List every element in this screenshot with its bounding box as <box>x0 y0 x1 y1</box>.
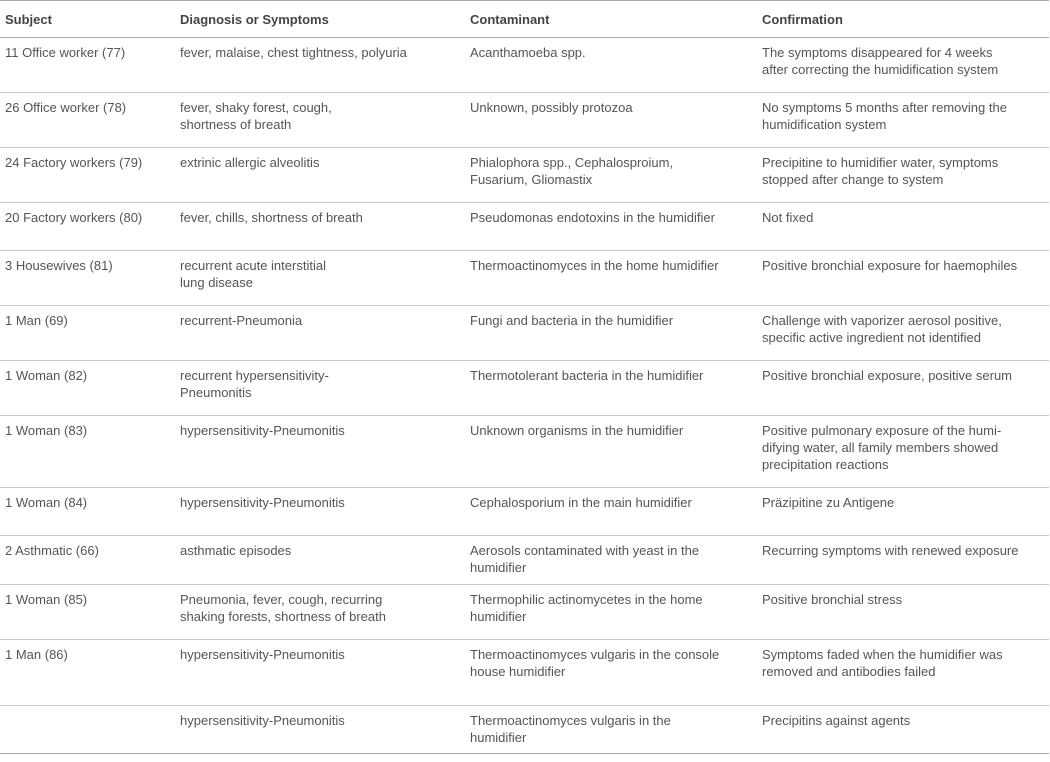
cell-diagnosis: fever, shaky forest, cough, shortness of breath <box>175 93 465 148</box>
cell-contaminant: Fungi and bacteria in the humidifier <box>465 306 757 361</box>
header-subject: Subject <box>0 1 175 38</box>
cell-subject: 20 Factory workers (80) <box>0 203 175 251</box>
cell-confirmation: The symptoms disappeared for 4 weeks after correcting the humidification system <box>757 38 1049 93</box>
cell-subject <box>0 706 175 754</box>
cell-confirmation: Symptoms faded when the humidifier was removed and antibodies failed <box>757 640 1049 706</box>
cell-contaminant: Thermotolerant bacteria in the humidifier <box>465 361 757 416</box>
cell-subject: 11 Office worker (77) <box>0 38 175 93</box>
table-row <box>0 706 1049 754</box>
cell-contaminant: Unknown, possibly protozoa <box>465 93 757 148</box>
cell-contaminant: Thermoactinomyces vulgaris in the console house humidifier <box>465 640 757 706</box>
cell-contaminant: Acanthamoeba spp. <box>465 38 757 93</box>
table-row <box>0 148 1049 203</box>
cell-diagnosis: hypersensitivity-Pneumonitis <box>175 416 465 488</box>
cell-contaminant: Thermoactinomyces in the home humidifier <box>465 251 757 306</box>
table-row <box>0 93 1049 148</box>
table-header <box>0 1 1049 38</box>
table-row <box>0 251 1049 306</box>
cell-diagnosis: hypersensitivity-Pneumonitis <box>175 706 465 754</box>
header-diagnosis: Diagnosis or Symptoms <box>175 1 465 38</box>
table-row <box>0 38 1049 93</box>
cell-confirmation: Precipitine to humidifier water, symptoms stopped after change to system <box>757 148 1049 203</box>
header-row <box>0 1 1049 38</box>
cell-diagnosis: recurrent acute interstitial lung disease <box>175 251 465 306</box>
cell-diagnosis: fever, chills, shortness of breath <box>175 203 465 251</box>
table-row <box>0 361 1049 416</box>
cell-diagnosis: extrinic allergic alveolitis <box>175 148 465 203</box>
cell-subject: 1 Man (86) <box>0 640 175 706</box>
cell-contaminant: Pseudomonas endotoxins in the humidifier <box>465 203 757 251</box>
cell-confirmation: Not fixed <box>757 203 1049 251</box>
cell-confirmation: Challenge with vaporizer aerosol positive, specific active ingredient not identified <box>757 306 1049 361</box>
cell-contaminant: Thermophilic actinomycetes in the home humidifier <box>465 585 757 640</box>
cell-diagnosis: hypersensitivity-Pneumonitis <box>175 640 465 706</box>
table-row <box>0 488 1049 536</box>
cell-subject: 1 Man (69) <box>0 306 175 361</box>
cell-confirmation: Recurring symptoms with renewed exposure <box>757 536 1049 585</box>
cell-diagnosis: Pneumonia, fever, cough, recurring shaking forests, shortness of breath <box>175 585 465 640</box>
table-body <box>0 38 1049 754</box>
cell-contaminant: Thermoactinomyces vulgaris in the humidifier <box>465 706 757 754</box>
cell-contaminant: Phialophora spp., Cephalosproium, Fusarium, Gliomastix <box>465 148 757 203</box>
cell-contaminant: Cephalosporium in the main humidifier <box>465 488 757 536</box>
cell-confirmation: Positive bronchial stress <box>757 585 1049 640</box>
header-contaminant: Contaminant <box>465 1 757 38</box>
table-row <box>0 585 1049 640</box>
cell-diagnosis: recurrent hypersensitivity- Pneumonitis <box>175 361 465 416</box>
cell-contaminant: Aerosols contaminated with yeast in the humidifier <box>465 536 757 585</box>
table-row <box>0 416 1049 488</box>
cell-diagnosis: recurrent-Pneumonia <box>175 306 465 361</box>
cell-subject: 1 Woman (84) <box>0 488 175 536</box>
table-row <box>0 306 1049 361</box>
cell-contaminant: Unknown organisms in the humidifier <box>465 416 757 488</box>
header-confirmation: Confirmation <box>757 1 1049 38</box>
table-row <box>0 203 1049 251</box>
cell-confirmation: Positive pulmonary exposure of the humi- difying water, all family members showed precipitation reactions <box>757 416 1049 488</box>
cell-confirmation: No symptoms 5 months after removing the humidification system <box>757 93 1049 148</box>
cell-diagnosis: asthmatic episodes <box>175 536 465 585</box>
cell-subject: 1 Woman (85) <box>0 585 175 640</box>
cell-subject: 2 Asthmatic (66) <box>0 536 175 585</box>
cell-subject: 1 Woman (82) <box>0 361 175 416</box>
cell-confirmation: Positive bronchial exposure, positive serum <box>757 361 1049 416</box>
cell-diagnosis: hypersensitivity-Pneumonitis <box>175 488 465 536</box>
table-row <box>0 640 1049 706</box>
cell-confirmation: Precipitins against agents <box>757 706 1049 754</box>
table-row <box>0 536 1049 585</box>
cell-confirmation: Positive bronchial exposure for haemophiles <box>757 251 1049 306</box>
cell-subject: 3 Housewives (81) <box>0 251 175 306</box>
cell-subject: 1 Woman (83) <box>0 416 175 488</box>
cell-confirmation: Präzipitine zu Antigene <box>757 488 1049 536</box>
cell-subject: 26 Office worker (78) <box>0 93 175 148</box>
cell-subject: 24 Factory workers (79) <box>0 148 175 203</box>
cell-diagnosis: fever, malaise, chest tightness, polyuria <box>175 38 465 93</box>
